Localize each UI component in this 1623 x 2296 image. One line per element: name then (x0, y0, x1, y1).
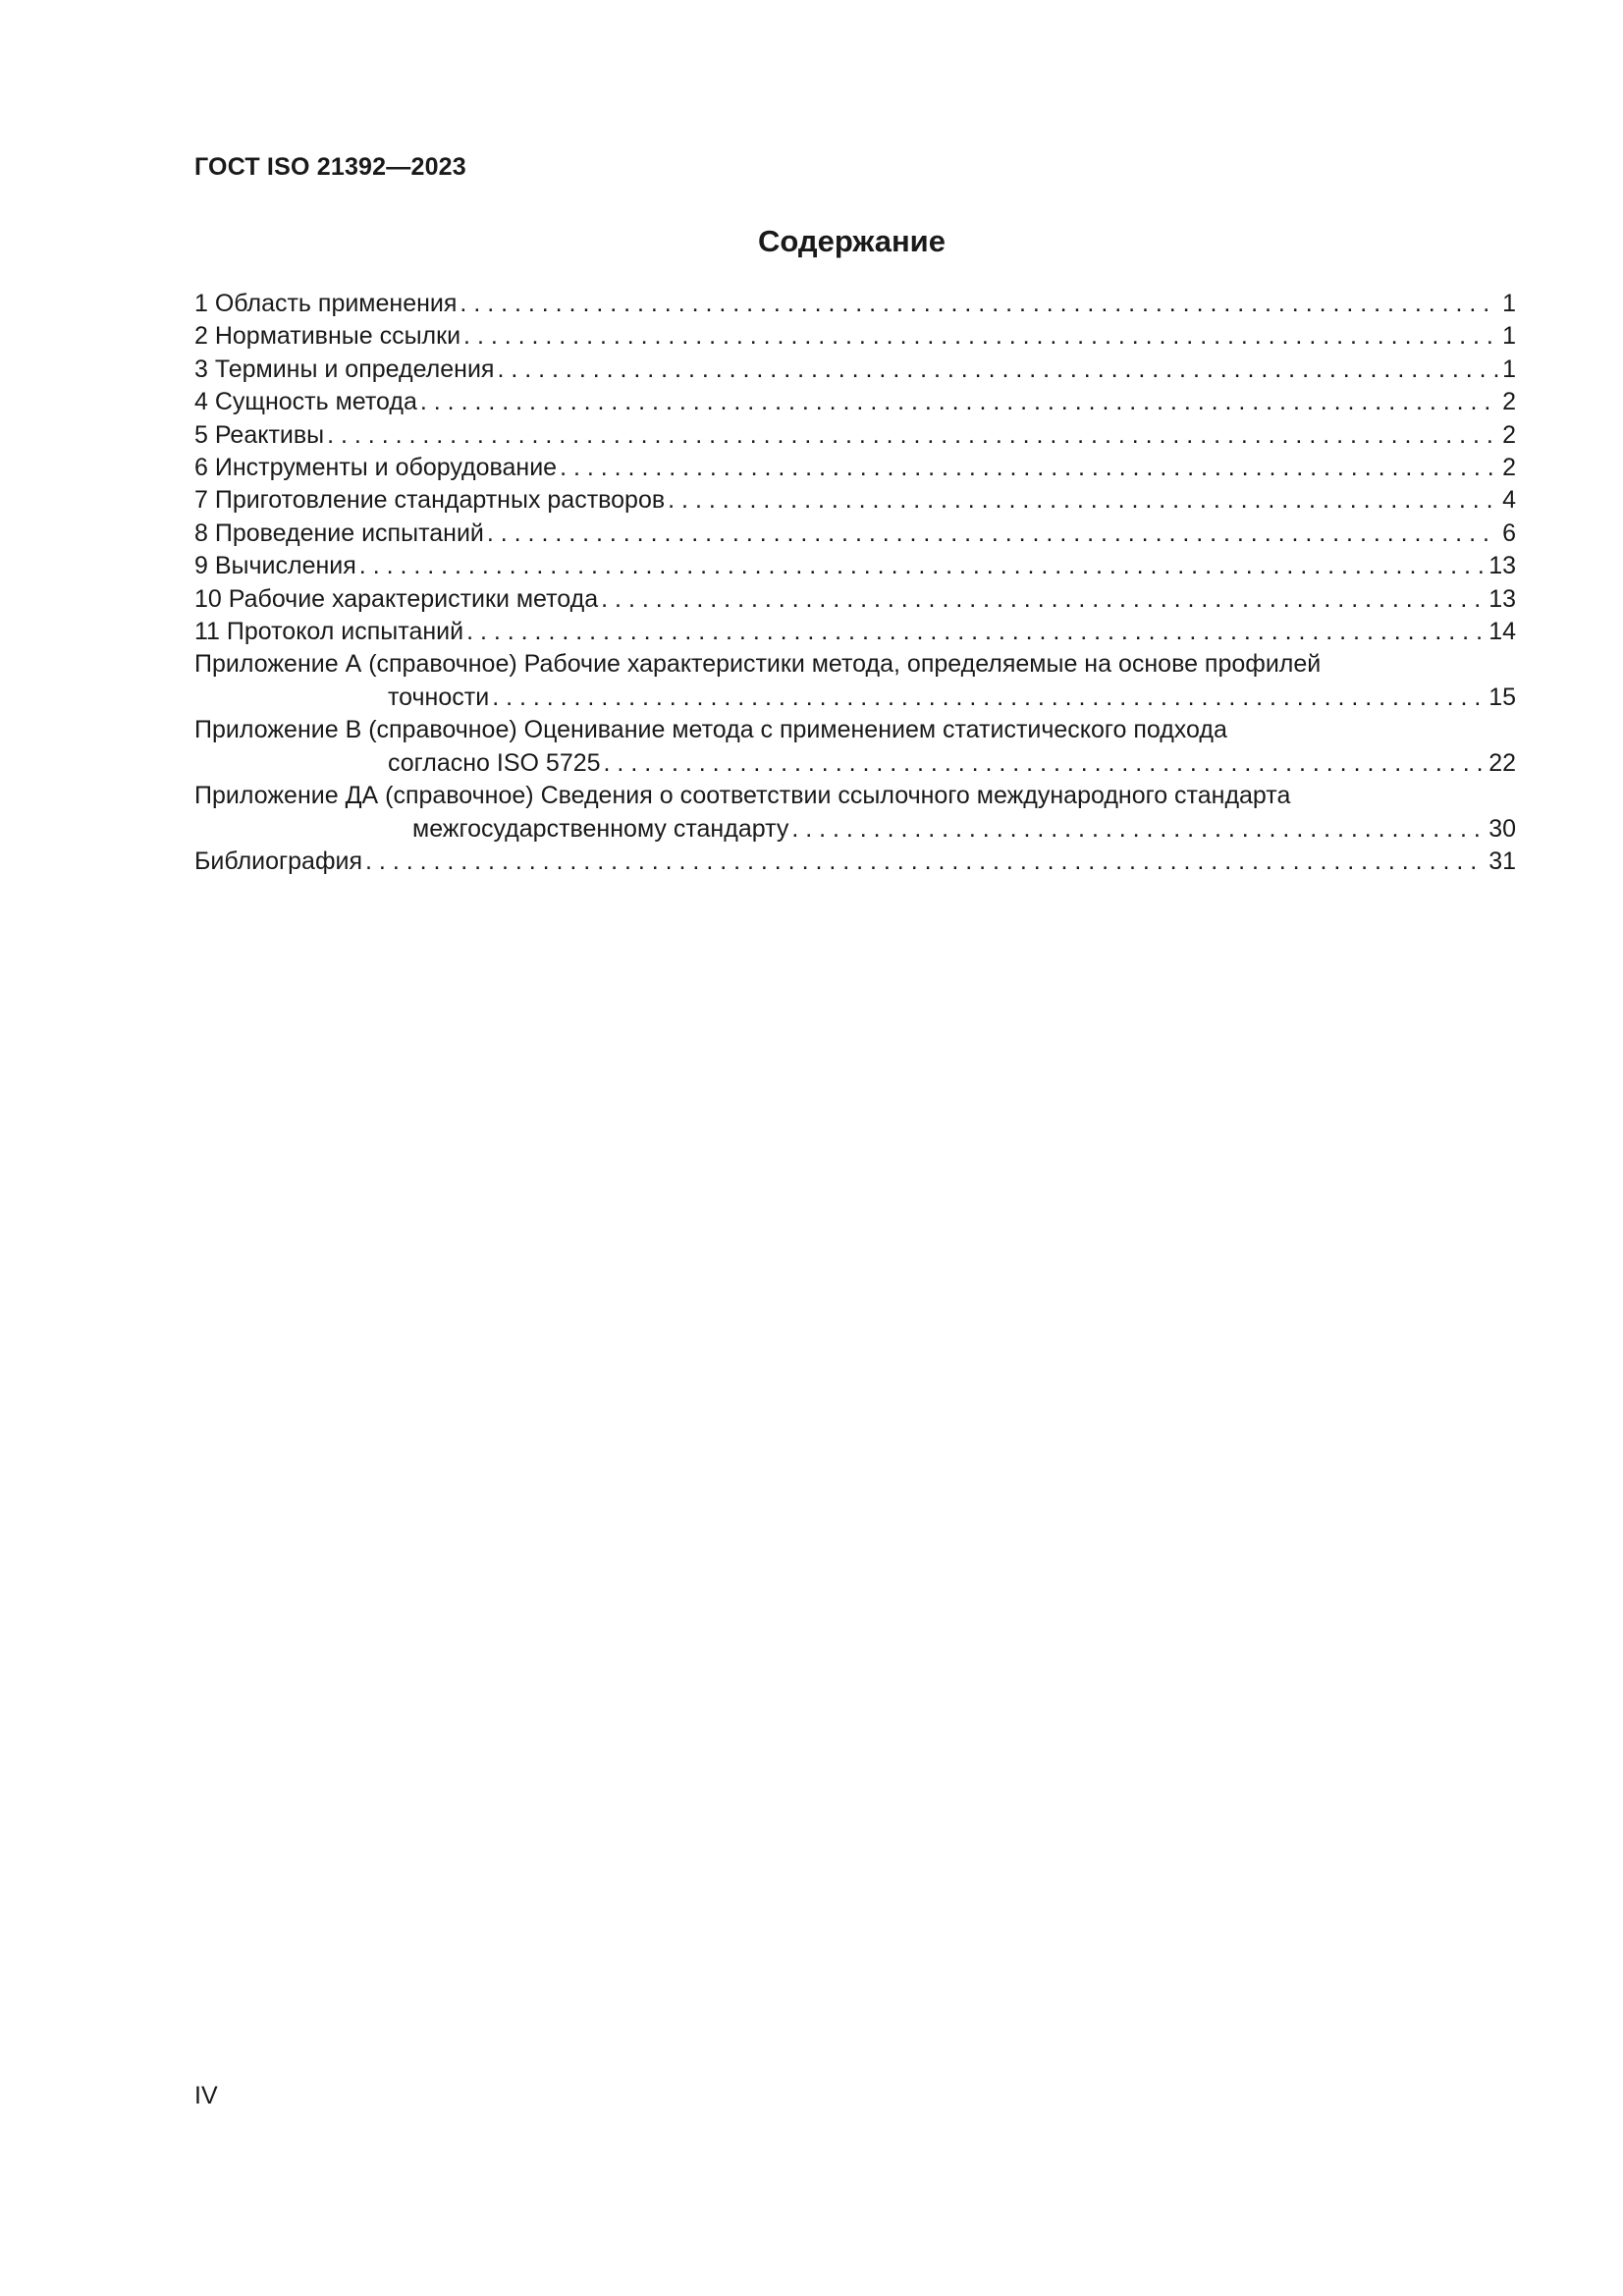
toc-entry-2[interactable] (194, 320, 1516, 353)
toc-annex-b-line1[interactable] (194, 714, 1516, 746)
toc-entry-page: 2 (1502, 454, 1516, 482)
toc-entry-title: 4 Сущность метода (194, 388, 417, 416)
toc-entry-page: 13 (1488, 584, 1516, 613)
toc-entry-page: 14 (1488, 618, 1516, 646)
toc-entry-4[interactable] (194, 386, 1516, 418)
toc-entry-8[interactable] (194, 518, 1516, 550)
toc-annex-a-line1[interactable] (194, 648, 1516, 681)
toc-entry-title: 8 Проведение испытаний (194, 519, 484, 547)
toc-bibliography[interactable] (194, 846, 1516, 878)
toc-leader-dots (668, 484, 1498, 517)
toc-leader-dots (560, 452, 1498, 484)
toc-entry-title: 6 Инструменты и оборудование (194, 454, 558, 482)
toc-entry-3[interactable] (194, 354, 1516, 386)
toc-annex-title-cont: точности (388, 683, 490, 711)
toc-leader-dots (359, 550, 1485, 582)
toc-leader-dots (466, 616, 1485, 648)
toc-entry-page: 1 (1502, 355, 1516, 383)
document-header: ГОСТ ISO 21392—2023 (194, 153, 466, 181)
toc-leader-dots (365, 846, 1485, 878)
toc-entry-title: 3 Термины и определения (194, 355, 495, 383)
toc-entry-10[interactable] (194, 583, 1516, 616)
toc-entry-page: 13 (1488, 552, 1516, 580)
toc-leader-dots (497, 354, 1498, 386)
toc-bibliography-title: Библиография (194, 847, 363, 875)
toc-leader-dots (460, 288, 1498, 320)
toc-entry-9[interactable] (194, 550, 1516, 582)
toc-entry-title: 7 Приготовление стандартных растворов (194, 486, 666, 515)
toc-leader-dots (463, 320, 1498, 353)
toc-leader-dots (492, 682, 1485, 714)
toc-entry-7[interactable] (194, 484, 1516, 517)
toc-entry-title: 10 Рабочие характеристики метода (194, 584, 599, 613)
toc-annex-title: Приложение В (справочное) Оценивание метода с применением статистического подхода (194, 716, 1227, 744)
toc-leader-dots (487, 518, 1498, 550)
toc-annex-title: Приложение А (справочное) Рабочие характеристики метода, определяемые на основе профилей (194, 650, 1322, 679)
toc-annex-b-line2[interactable] (194, 747, 1516, 780)
page-number: IV (194, 2082, 218, 2109)
toc-entry-title: 2 Нормативные ссылки (194, 322, 461, 351)
toc-entry-title: 9 Вычисления (194, 552, 356, 580)
toc-leader-dots (327, 419, 1498, 452)
toc-annex-da-line1[interactable] (194, 780, 1516, 812)
toc-entry-title: 5 Реактивы (194, 420, 325, 449)
toc-annex-title-cont: межгосударственному стандарту (412, 814, 789, 843)
toc-leader-dots (420, 386, 1498, 418)
toc-entry-page: 6 (1502, 519, 1516, 547)
toc-leader-dots (604, 747, 1486, 780)
toc-entry-page: 2 (1502, 388, 1516, 416)
toc-annex-title-cont: согласно ISO 5725 (388, 748, 601, 777)
toc-annex-a-line2[interactable] (194, 682, 1516, 714)
toc-bibliography-page: 31 (1488, 847, 1516, 875)
toc-title: Содержание (758, 224, 946, 258)
toc-annex-page: 15 (1488, 683, 1516, 711)
toc-entry-1[interactable] (194, 288, 1516, 320)
toc-entry-page: 1 (1502, 290, 1516, 317)
toc-entry-page: 2 (1502, 420, 1516, 449)
toc-annex-page: 22 (1488, 748, 1516, 777)
table-of-contents (194, 288, 1516, 878)
toc-annex-page: 30 (1488, 814, 1516, 843)
toc-entry-6[interactable] (194, 452, 1516, 484)
toc-annex-title: Приложение ДА (справочное) Сведения о соответствии ссылочного международного стандарта (194, 782, 1291, 810)
toc-entry-title: 1 Область применения (194, 290, 458, 317)
toc-entry-11[interactable] (194, 616, 1516, 648)
toc-leader-dots (791, 813, 1485, 846)
toc-entry-5[interactable] (194, 419, 1516, 452)
toc-entry-page: 4 (1502, 486, 1516, 515)
toc-annex-da-line2[interactable] (194, 813, 1516, 846)
toc-entry-page: 1 (1502, 322, 1516, 351)
toc-entry-title: 11 Протокол испытаний (194, 618, 464, 646)
toc-leader-dots (601, 583, 1485, 616)
